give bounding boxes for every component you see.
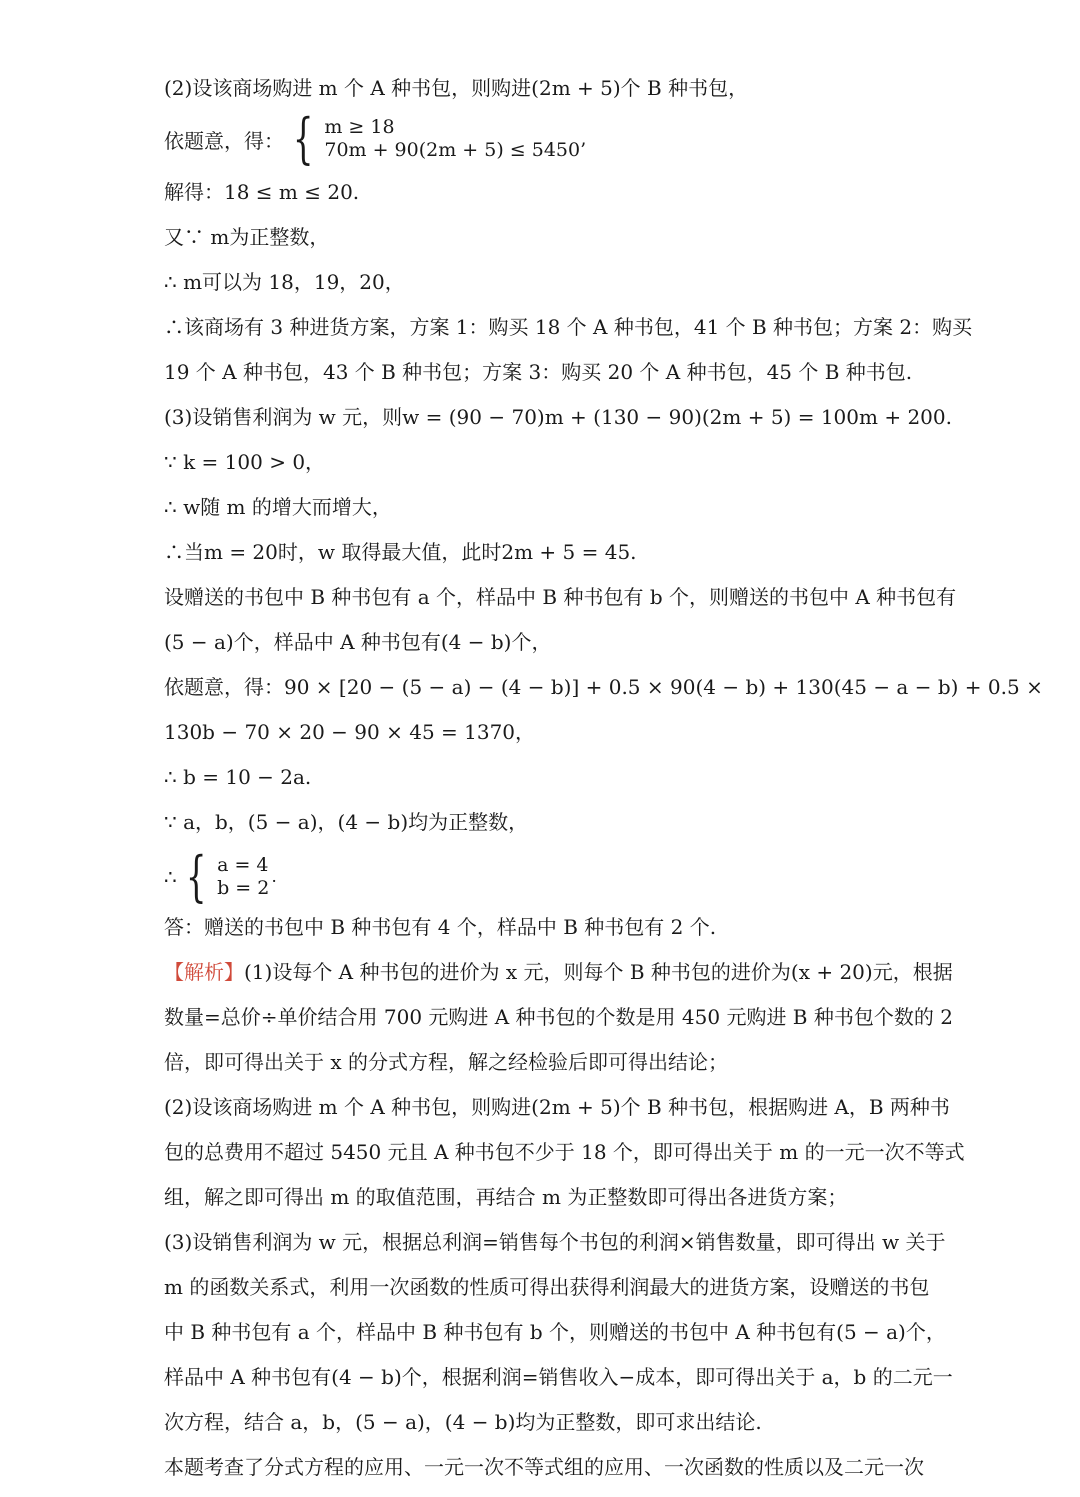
text-line: ∴ b = 10 − 2a. [164,765,312,789]
system-prefix: 依题意，得： [164,128,284,153]
text-line: ∴该商场有 3 种进货方案，方案 1：购买 18 个 A 种书包，41 个 B 种书包；方案 2：购买 [164,315,973,339]
text-line: (3)设销售利润为 w 元，则w = (90 − 70)m + (130 − 90)(2m + 5) = 100m + 200. [164,405,952,429]
text-line: m 的函数关系式，利用一次函数的性质可得出获得利润最大的进货方案，设赠送的书包 [164,1275,930,1299]
answer-line: 答：赠送的书包中 B 种书包有 4 个，样品中 B 种书包有 2 个. [164,915,717,939]
text-line: ∴ w随 m 的增大而增大， [164,495,392,519]
text-line: ∴ m可以为 18，19，20， [164,270,405,294]
text-line: (3)设销售利润为 w 元，根据总利润=销售每个书包的利润×销售数量，即可得出 w 关于 [164,1230,946,1254]
system-row: a = 4 [217,854,269,876]
text-line: (5 − a)个，样品中 A 种书包有(4 − b)个， [164,630,552,654]
text-line: (2)设该商场购进 m 个 A 种书包，则购进(2m + 5)个 B 种书包， [164,76,749,100]
text-line: 样品中 A 种书包有(4 − b)个，根据利润=销售收入−成本，即可得出关于 a，b 的二元一 [164,1365,953,1389]
text-line: (2)设该商场购进 m 个 A 种书包，则购进(2m + 5)个 B 种书包，根据购进 A，B 两种书 [164,1095,950,1119]
text-line: ∵ k = 100 > 0， [164,450,326,474]
text-line: 包的总费用不超过 5450 元且 A 种书包不少于 18 个，即可得出关于 m 的一元一次不等式 [164,1140,965,1164]
text-line: ∴当m = 20时，w 取得最大值，此时2m + 5 = 45. [164,540,637,564]
inequality-system [164,107,587,170]
text-line: 倍，即可得出关于 x 的分式方程，解之经检验后即可得出结论； [164,1050,728,1074]
brace-symbol: { [292,107,314,170]
text-line: 依题意，得：90 × [20 − (5 − a) − (4 − b)] + 0.5 × 90(4 − b) + 130(45 − a − b) + 0.5 × [164,675,1043,699]
text-line: 19 个 A 种书包，43 个 B 种书包；方案 3：购买 20 个 A 种书包，45 个 B 种书包. [164,360,913,384]
system-row: b = 2˙ [217,877,279,899]
brace-symbol: { [185,845,207,908]
text-line: 数量=总价÷单价结合用 700 元购进 A 种书包的个数是用 450 元购进 B 种书包个数的 2 [164,1005,953,1029]
analysis-text: (1)设每个 A 种书包的进价为 x 元，则每个 B 种书包的进价为(x + 20)元，根据 [244,960,953,984]
text-line: 次方程，结合 a，b，(5 − a)，(4 − b)均为正整数，即可求出结论. [164,1410,762,1434]
text-line: 130b − 70 × 20 − 90 × 45 = 1370， [164,720,536,744]
text-line: 又∵ m为正整数， [164,225,330,249]
text-line: 本题考查了分式方程的应用、一元一次不等式组的应用、一次函数的性质以及二元一次 [164,1455,924,1479]
text-line: ∵ a，b，(5 − a)，(4 − b)均为正整数， [164,810,529,834]
system-row: m ≥ 18 [324,116,395,138]
system-prefix: ∴ [164,865,177,889]
solution-system [164,845,279,908]
text-line: 组，解之即可得出 m 的取值范围，再结合 m 为正整数即可得出各进货方案； [164,1185,848,1209]
analysis-line [164,958,953,986]
system-row: 70m + 90(2m + 5) ≤ 5450’ [324,139,587,161]
text-line: 解得：18 ≤ m ≤ 20. [164,180,360,204]
text-line: 中 B 种书包有 a 个，样品中 B 种书包有 b 个，则赠送的书包中 A 种书包有(5 − a)个， [164,1320,946,1344]
text-line: 设赠送的书包中 B 种书包有 a 个，样品中 B 种书包有 b 个，则赠送的书包中 A 种书包有 [164,585,957,609]
analysis-tag: 【解析】 [164,960,244,984]
